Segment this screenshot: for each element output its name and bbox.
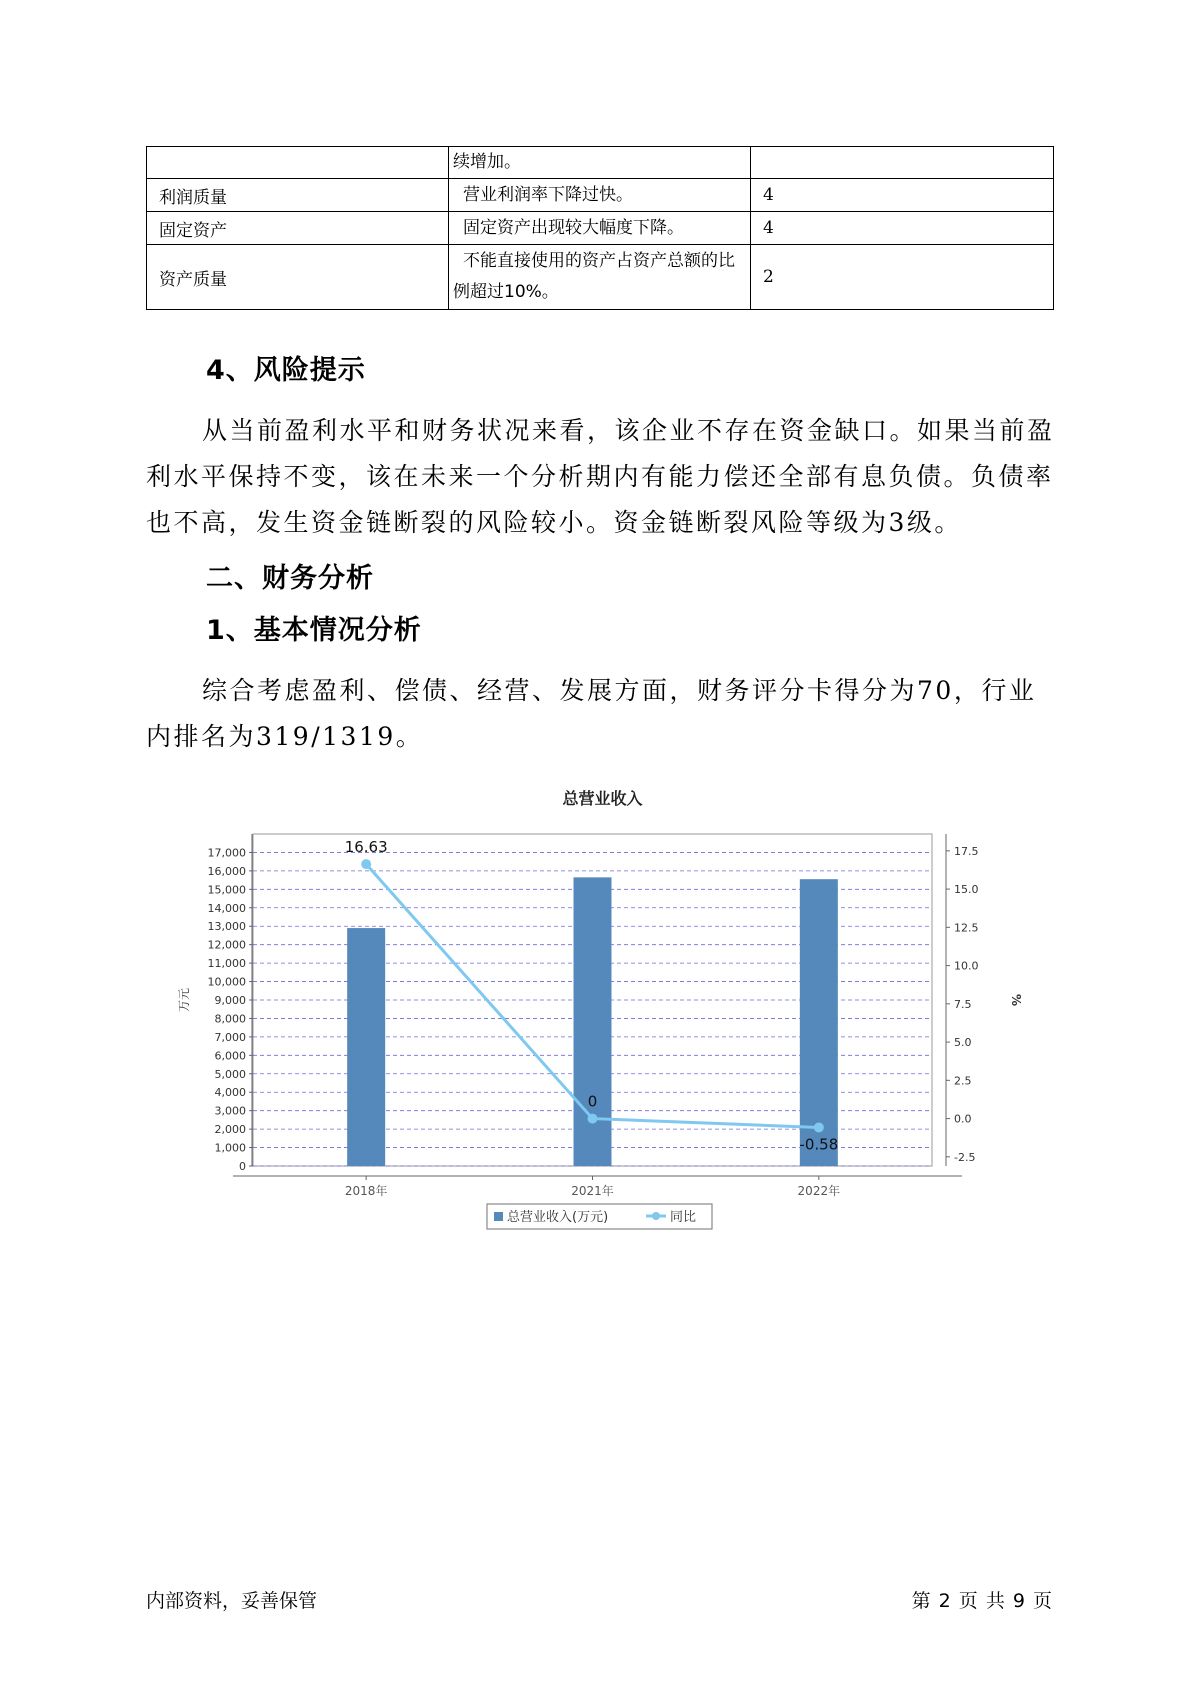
y-tick-label: 12,000 [207,938,246,952]
y-tick-label: 15,000 [207,883,246,897]
bar [347,928,385,1166]
data-label: -0.58 [799,1135,839,1154]
line-point [588,1114,598,1124]
y-tick-label: 0 [239,1160,246,1173]
y-tick-label: 8,000 [214,1012,246,1026]
legend-bar-label: 总营业收入(万元) [507,1210,609,1225]
y-tick-label: 6,000 [214,1049,246,1063]
y2-tick-label: 15.0 [954,883,979,897]
y2-tick-label: 12.5 [954,921,979,935]
section-heading-risk: 4、风险提示 [206,355,366,386]
footer-confidential: 内部资料，妥善保管 [146,1590,318,1612]
risk-paragraph: 从当前盈利水平和财务状况来看，该企业不存在资金缺口。如果当前盈利水平保持不变，该在未来一个分析期内有能力偿还全部有息负债。负债率也不高，发生资金链断裂的风险较小。资金链断裂风险等级为3级。 [146,416,1055,537]
y-tick-label: 16,000 [207,864,246,878]
y-axis-label: 万元 [177,987,191,1013]
y-tick-label: 14,000 [207,901,246,915]
footer-page-number: 第 2 页 共 9 页 [911,1590,1053,1612]
x-tick-label: 2022年 [797,1184,841,1198]
risk-table [146,146,1054,310]
y-tick-label: 3,000 [214,1104,246,1118]
table-cell-item: 资产质量 [147,245,449,310]
y2-tick-label: 0.0 [954,1112,972,1126]
table-row [147,147,1054,179]
table-cell-desc: 营业利润率下降过快。 [449,179,751,212]
y2-tick-label: -2.5 [954,1150,976,1164]
line-point [814,1122,824,1132]
table-cell-item: 固定资产 [147,212,449,245]
section-heading-finance: 二、财务分析 [206,563,374,594]
data-label: 0 [587,1092,598,1111]
y-tick-label: 1,000 [214,1141,246,1155]
y2-tick-label: 10.0 [954,959,979,973]
subheading-basic-analysis: 1、基本情况分析 [206,615,422,646]
table-cell-desc: 不能直接使用的资产占资产总额的比例超过10%。 [449,245,751,310]
table-cell-item [147,147,449,179]
y-tick-label: 10,000 [207,975,246,989]
y-tick-label: 5,000 [214,1067,246,1081]
table-cell-desc: 续增加。 [449,147,751,179]
revenue-chart [160,780,1023,1240]
table-cell-score [751,147,1054,179]
y-tick-label: 7,000 [214,1030,246,1044]
line-point [361,859,371,869]
x-tick-label: 2021年 [571,1184,614,1198]
table-row [147,212,1054,245]
y2-tick-label: 17.5 [954,844,979,858]
y2-tick-label: 5.0 [954,1036,972,1050]
y2-tick-label: 7.5 [954,997,972,1011]
chart-title: 总营业收入 [562,789,643,808]
table-cell-score: 2 [751,245,1054,310]
table-row [147,245,1054,310]
table-cell-desc: 固定资产出现较大幅度下降。 [449,212,751,245]
y-tick-label: 4,000 [214,1086,246,1100]
y-tick-label: 9,000 [214,994,246,1007]
table-cell-score: 4 [751,212,1054,245]
finance-paragraph: 综合考虑盈利、偿债、经营、发展方面，财务评分卡得分为70，行业内排名为319/1319。 [146,676,1037,751]
x-tick-label: 2018年 [344,1184,388,1198]
y-tick-label: 11,000 [207,957,246,971]
table-row [147,179,1054,212]
legend-line-marker [652,1212,660,1220]
legend-bar-swatch [494,1212,503,1221]
data-label: 16.63 [344,838,388,857]
y-tick-label: 17,000 [207,846,246,860]
table-cell-item: 利润质量 [147,179,449,212]
y-tick-label: 2,000 [214,1123,246,1137]
y2-axis-label: % [1009,993,1023,1007]
y-tick-label: 13,000 [207,920,246,934]
table-cell-score: 4 [751,179,1054,212]
y2-tick-label: 2.5 [954,1074,972,1088]
legend-line-label: 同比 [670,1210,697,1225]
